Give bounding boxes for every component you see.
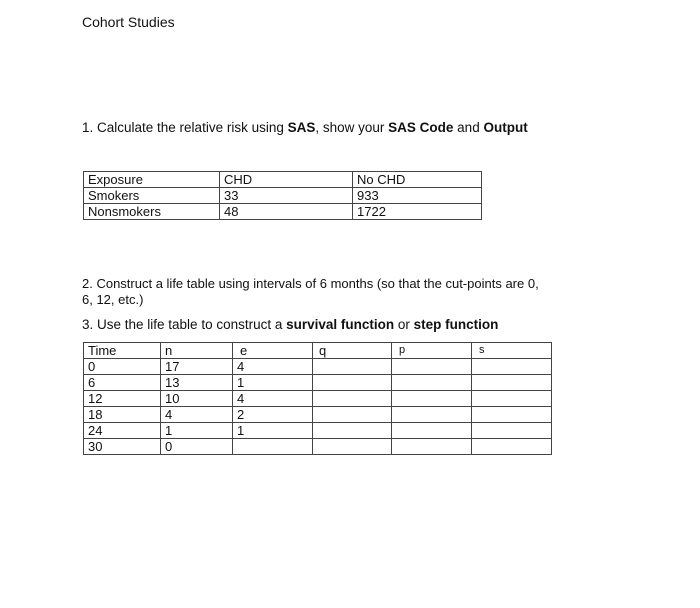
- table-cell: [472, 391, 552, 407]
- table-cell: 1: [233, 375, 313, 391]
- page-title: Cohort Studies: [82, 14, 175, 30]
- table-row: [84, 375, 552, 391]
- question-1: [82, 120, 528, 135]
- table-cell: 4: [233, 359, 313, 375]
- table-cell: [392, 423, 472, 439]
- table-cell: 0: [161, 439, 233, 455]
- table-cell: [392, 375, 472, 391]
- table-cell: [472, 375, 552, 391]
- table-cell: 0: [84, 359, 161, 375]
- q1-sas-code: SAS Code: [388, 120, 454, 135]
- table-row: [84, 188, 482, 204]
- table-cell: [392, 391, 472, 407]
- q1-sas: SAS: [287, 120, 316, 135]
- exposure-table: [83, 171, 482, 220]
- header-s: s: [472, 343, 552, 359]
- header-no-chd: No CHD: [353, 172, 482, 188]
- table-cell: 24: [84, 423, 161, 439]
- header-q: q: [313, 343, 392, 359]
- table-row: [84, 204, 482, 220]
- life-table: [83, 342, 552, 455]
- table-cell: 17: [161, 359, 233, 375]
- table-cell: [392, 439, 472, 455]
- table-cell: [472, 439, 552, 455]
- table-row: [84, 391, 552, 407]
- table-cell: 1: [233, 423, 313, 439]
- q1-text-and: and: [453, 120, 484, 135]
- table-cell: 18: [84, 407, 161, 423]
- table-cell: [472, 423, 552, 439]
- table-header-row: [84, 343, 552, 359]
- table-cell: 10: [161, 391, 233, 407]
- table-cell: [392, 359, 472, 375]
- table-header-row: [84, 172, 482, 188]
- table-cell: 4: [233, 391, 313, 407]
- table-cell: Smokers: [84, 188, 220, 204]
- table-cell: 6: [84, 375, 161, 391]
- table-cell: 33: [220, 188, 353, 204]
- table-cell: [313, 407, 392, 423]
- q1-output: Output: [483, 120, 528, 135]
- table-row: [84, 407, 552, 423]
- q3-text-or: or: [394, 317, 414, 332]
- table-cell: 12: [84, 391, 161, 407]
- q3-survival-function: survival function: [286, 317, 395, 332]
- table-cell: 1722: [353, 204, 482, 220]
- q3-step-function: step function: [413, 317, 499, 332]
- table-cell: [472, 359, 552, 375]
- header-chd: CHD: [220, 172, 353, 188]
- q1-text: 1. Calculate the relative risk using: [82, 120, 288, 135]
- table-row: [84, 439, 552, 455]
- table-cell: [313, 423, 392, 439]
- header-e: e: [233, 343, 313, 359]
- header-p: p: [392, 343, 472, 359]
- table-cell: 30: [84, 439, 161, 455]
- table-cell: [313, 375, 392, 391]
- q3-text: 3. Use the life table to construct a: [82, 317, 287, 332]
- table-cell: 13: [161, 375, 233, 391]
- question-3: [82, 317, 498, 332]
- table-cell: [472, 407, 552, 423]
- table-cell: 48: [220, 204, 353, 220]
- header-exposure: Exposure: [84, 172, 220, 188]
- header-time: Time: [84, 343, 161, 359]
- table-cell: [233, 439, 313, 455]
- table-cell: 2: [233, 407, 313, 423]
- table-cell: 1: [161, 423, 233, 439]
- table-row: [84, 423, 552, 439]
- table-cell: [313, 439, 392, 455]
- table-cell: Nonsmokers: [84, 204, 220, 220]
- table-cell: [313, 359, 392, 375]
- q1-text-mid: , show your: [315, 120, 389, 135]
- table-cell: [313, 391, 392, 407]
- table-row: [84, 359, 552, 375]
- question-2: 2. Construct a life table using intervals of 6 months (so that the cut-points are 0, 6, 12, etc.): [82, 276, 539, 307]
- table-cell: 4: [161, 407, 233, 423]
- table-cell: 933: [353, 188, 482, 204]
- table-cell: [392, 407, 472, 423]
- header-n: n: [161, 343, 233, 359]
